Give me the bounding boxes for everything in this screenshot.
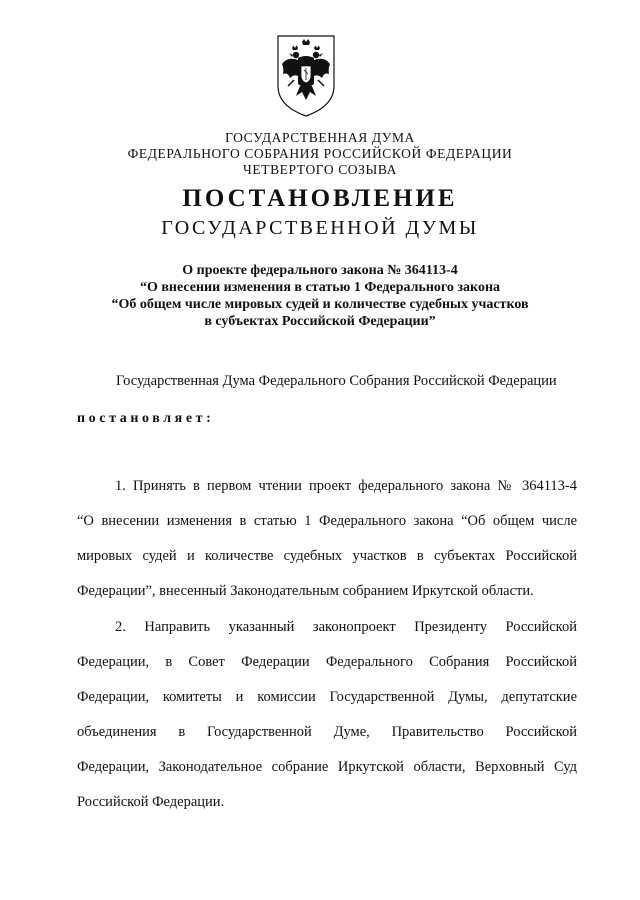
paragraph-1-line-4: Федерации”, внесенный Законодательным собранием Иркутской области. [77,583,534,599]
paragraph-1 [77,469,577,609]
document-subject [0,262,640,330]
paragraph-2-line-4: объединения в Государственной Думе, Правительство Российской [77,724,577,740]
paragraph-2-line-2: Федерации, в Совет Федерации Федерального Собрания Российской [77,654,577,670]
header-line-1: ГОСУДАРСТВЕННАЯ ДУМА [225,130,415,145]
paragraph-1-line-1: 1. Принять в первом чтении проект федерального закона № 364113-4 [115,478,577,494]
paragraph-1-line-3: мировых судей и количестве судебных участков в субъектах Российской [77,548,577,564]
issuing-body-header [0,130,640,178]
header-line-2: ФЕДЕРАЛЬНОГО СОБРАНИЯ РОССИЙСКОЙ ФЕДЕРАЦИИ [127,146,513,161]
document-type-title: ПОСТАНОВЛЕНИЕ [182,185,458,212]
paragraph-2 [77,610,577,820]
subject-line-3: “Об общем числе мировых судей и количестве судебных участков [111,297,529,312]
double-headed-eagle-icon [274,34,338,118]
header-line-3: ЧЕТВЕРТОГО СОЗЫВА [243,162,397,177]
subject-line-1: О проекте федерального закона № 364113-4 [182,263,458,278]
paragraph-2-line-3: Федерации, комитеты и комиссии Государственной Думы, депутатские [77,689,577,705]
subject-line-2: “О внесении изменения в статью 1 Федерального закона [139,280,501,295]
paragraph-2-line-1: 2. Направить указанный законопроект Президенту Российской [115,619,577,635]
paragraph-2-line-5: Федерации, Законодательное собрание Иркутской области, Верховный Суд [77,759,577,775]
paragraph-1-line-2: “О внесении изменения в статью 1 Федерального закона “Об общем числе [77,513,577,529]
subject-line-4: в субъектах Российской Федерации” [204,314,436,329]
decree-word: постановляет: [77,411,215,426]
paragraph-2-line-6: Российской Федерации. [77,794,225,810]
document-issuer-title: ГОСУДАРСТВЕННОЙ ДУМЫ [161,217,479,239]
preamble-text: Государственная Дума Федерального Собрания Российской Федерации [116,373,557,389]
coat-of-arms-emblem [274,34,338,118]
